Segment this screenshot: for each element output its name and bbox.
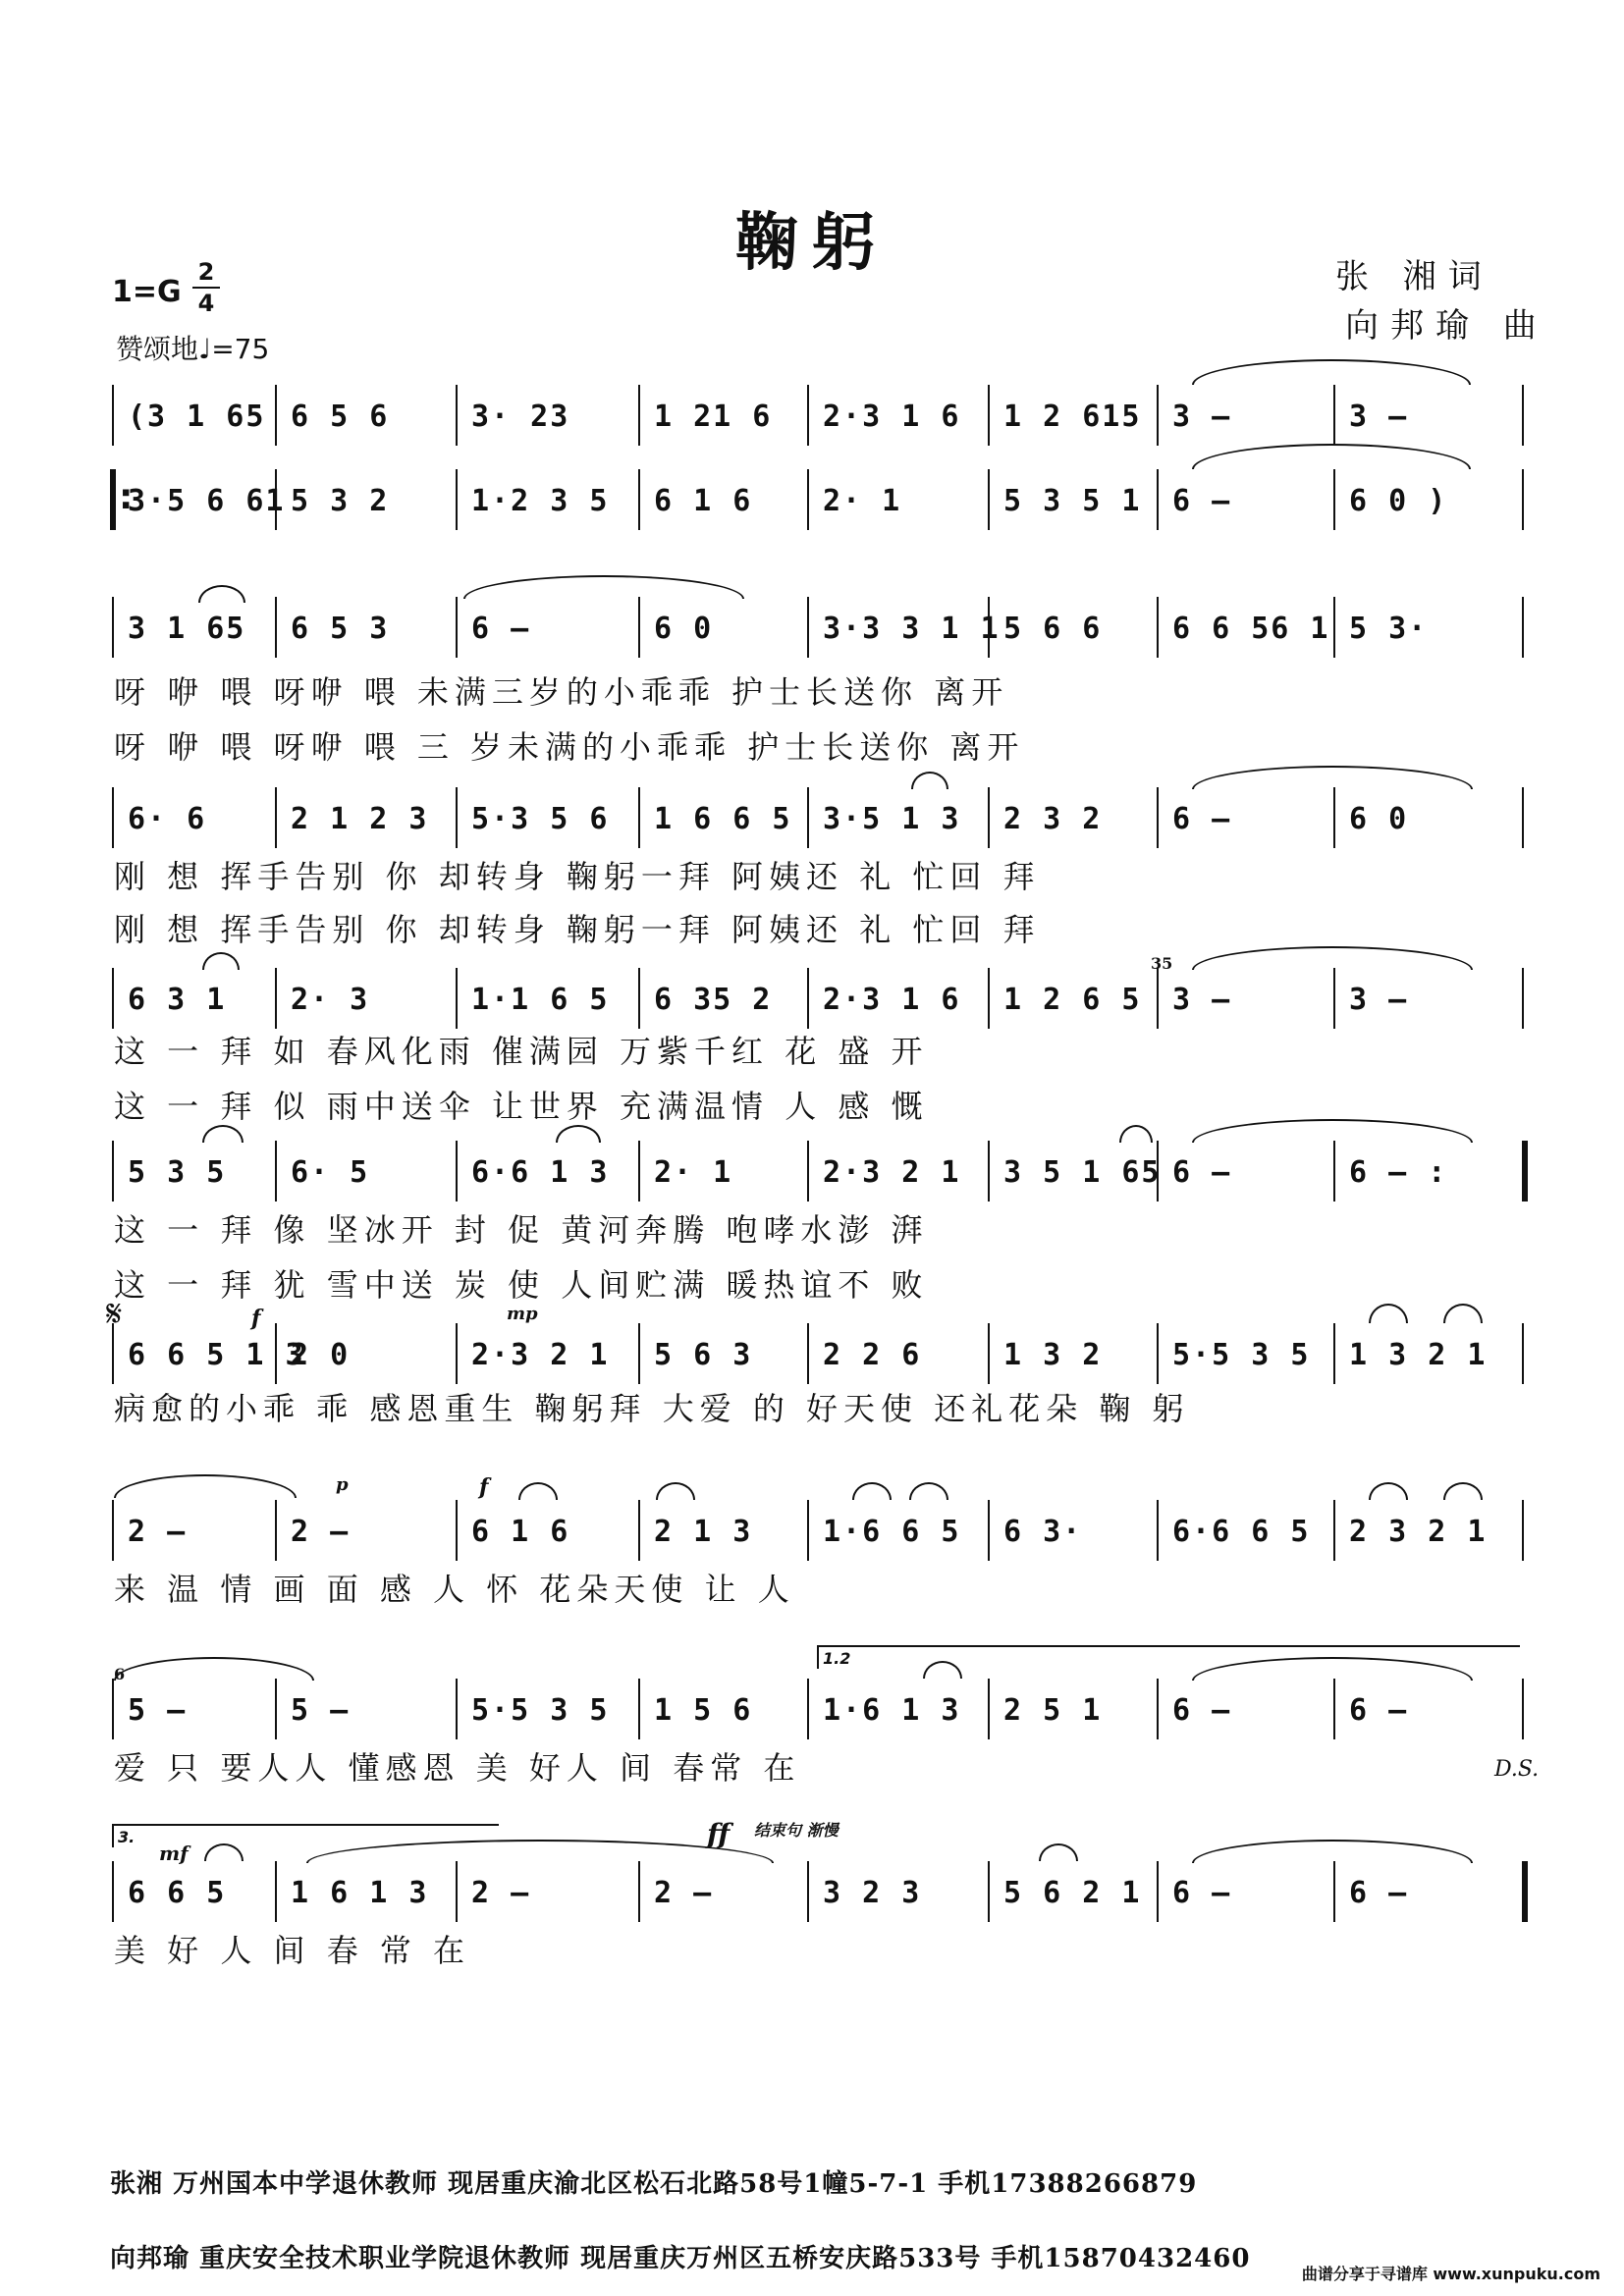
repeat-start-sign <box>110 469 124 530</box>
bar-line <box>988 1861 990 1922</box>
notation-row-5 <box>114 954 1524 1027</box>
measure: 5 – <box>291 1692 351 1728</box>
bar-line <box>988 1500 990 1561</box>
lyric-line: 美 好 人 间 春 常 在 <box>114 1932 471 1969</box>
bar-line <box>1522 1323 1524 1384</box>
bar-line <box>807 469 809 530</box>
grace-note: 35 <box>1151 954 1173 973</box>
bar-line <box>456 1141 458 1201</box>
lyricist-credit: 张 湘词 <box>1335 257 1493 296</box>
bar-line <box>456 385 458 446</box>
bar-line <box>275 597 277 658</box>
bar-line <box>1157 385 1159 446</box>
measure: 6 1 6 <box>471 1514 570 1549</box>
bar-line <box>1333 1141 1335 1201</box>
dal-segno-marking: D.S. <box>1494 1757 1540 1782</box>
measure: 6 5 3 <box>291 611 390 646</box>
bar-line <box>112 968 114 1029</box>
lyric-line: 来 温 情 画 面 感 人 怀 花朵天使 让 人 <box>114 1571 795 1608</box>
bar-line <box>807 1500 809 1561</box>
bar-line <box>112 1861 114 1922</box>
measure: 6 – <box>1172 1875 1232 1910</box>
measure: 1 6 1 3 <box>291 1875 429 1910</box>
slur <box>1443 1482 1483 1500</box>
measure: 1 3 2 1 <box>1349 1337 1488 1372</box>
bar-line <box>456 469 458 530</box>
bar-line <box>638 1141 640 1201</box>
measure: 2 3 2 1 <box>1349 1514 1488 1549</box>
measure: 3 5 1 65 <box>1003 1154 1162 1190</box>
bar-line <box>112 1679 114 1739</box>
slur <box>1369 1304 1408 1323</box>
measure: 1·6 1 3 <box>823 1692 961 1728</box>
bar-line <box>1333 385 1335 446</box>
notation-row-6 <box>114 1145 1524 1200</box>
measure: 2 1 3 <box>654 1514 753 1549</box>
measure: 2 2 6 <box>823 1337 922 1372</box>
bar-line <box>112 1141 114 1201</box>
lyric-line: 呀 咿 喂 呀咿 喂 未满三岁的小乖乖 护士长送你 离开 <box>114 673 1009 711</box>
segno-sign: 𝄋 <box>106 1292 123 1335</box>
bar-line <box>1157 597 1159 658</box>
measure: 3 – <box>1172 399 1232 434</box>
bar-line <box>988 787 990 848</box>
bar-line <box>988 385 990 446</box>
bar-line <box>807 1861 809 1922</box>
bar-line <box>638 1500 640 1561</box>
measure: 3 1 65 <box>128 611 246 646</box>
bar-line <box>638 968 640 1029</box>
measure: 6 6 5 <box>128 1875 227 1910</box>
bar-line <box>275 1323 277 1384</box>
lyric-line: 这 一 拜 像 坚冰开 封 促 黄河奔腾 咆哮水澎 湃 <box>114 1211 929 1249</box>
tie <box>463 575 744 599</box>
notation-row-8 <box>114 1474 1524 1559</box>
notation-row-2 <box>114 473 1524 528</box>
lyric-line: 这 一 拜 犹 雪中送 炭 使 人间贮满 暖热谊不 败 <box>114 1266 929 1304</box>
lyric-line: 呀 咿 喂 呀咿 喂 三 岁未满的小乖乖 护士长送你 离开 <box>114 728 1025 766</box>
bar-line <box>456 1679 458 1739</box>
bar-line <box>1333 1679 1335 1739</box>
bar-line <box>1157 469 1159 530</box>
measure: 5 3· <box>1349 611 1429 646</box>
measure: 2 – <box>128 1514 188 1549</box>
lyric-line: 这 一 拜 如 春风化雨 催满园 万紫千红 花 盛 开 <box>114 1033 929 1070</box>
measure: 3 – <box>1349 399 1409 434</box>
measure: 2 – <box>291 1514 351 1549</box>
measure: 1·1 6 5 <box>471 982 610 1017</box>
bar-line <box>1157 787 1159 848</box>
bar-line <box>1522 787 1524 848</box>
bar-line <box>1333 968 1335 1029</box>
measure: 3· 23 <box>471 399 570 434</box>
bar-line <box>638 469 640 530</box>
volta-label: 1.2 <box>823 1649 851 1668</box>
measure: 6 0 ) <box>1349 483 1448 518</box>
measure: 5·5 3 5 <box>1172 1337 1311 1372</box>
measure: 6 1 6 <box>654 483 753 518</box>
bar-line <box>275 469 277 530</box>
bar-line <box>112 597 114 658</box>
measure: 1·6 6 5 <box>823 1514 961 1549</box>
measure: 2 3 2 <box>1003 801 1103 836</box>
bar-line <box>1522 1500 1524 1561</box>
bar-line <box>275 1861 277 1922</box>
bar-line <box>1333 1500 1335 1561</box>
dynamic-mf: mf <box>159 1842 189 1865</box>
measure: 6·6 1 3 <box>471 1154 610 1190</box>
slur <box>202 952 240 970</box>
measure: 6·6 6 5 <box>1172 1514 1311 1549</box>
measure: 5 6 3 <box>654 1337 753 1372</box>
grace-note: 6 <box>114 1665 126 1683</box>
measure: 5 6 6 <box>1003 611 1103 646</box>
bar-line <box>456 968 458 1029</box>
measure: 1·2 3 5 <box>471 483 610 518</box>
tie <box>114 1474 297 1498</box>
bar-line <box>988 1323 990 1384</box>
tie <box>1192 766 1473 789</box>
measure: 6 – <box>1172 801 1232 836</box>
notation-row-7 <box>114 1304 1524 1382</box>
slur <box>909 1482 948 1500</box>
measure: 2 5 1 <box>1003 1692 1103 1728</box>
tie <box>1192 1119 1473 1143</box>
dynamic-mp: mp <box>507 1304 538 1324</box>
bar-line <box>1333 469 1335 530</box>
measure: 6 0 <box>654 611 714 646</box>
time-signature <box>192 257 220 318</box>
volta-label: 3. <box>118 1828 135 1846</box>
notation-row-9 <box>114 1665 1524 1737</box>
lyricist-contact: 张湘 万州国本中学退休教师 现居重庆渝北区松石北路58号1幢5-7-1 手机17388266879 <box>110 2169 1198 2199</box>
bar-line <box>638 1323 640 1384</box>
bar-line <box>1157 1141 1159 1201</box>
bar-line <box>1157 968 1159 1029</box>
measure: 6 – <box>1172 483 1232 518</box>
bar-line <box>1333 787 1335 848</box>
measure: 1 5 6 <box>654 1692 753 1728</box>
bar-line <box>638 597 640 658</box>
measure: 1 2 6 5 <box>1003 982 1142 1017</box>
bar-line <box>807 597 809 658</box>
measure: 6 6 56 1 <box>1172 611 1330 646</box>
bar-line <box>275 787 277 848</box>
slur <box>518 1482 558 1500</box>
bar-line <box>988 1141 990 1201</box>
slur <box>556 1125 601 1143</box>
bar-line <box>112 385 114 446</box>
lyric-line: 刚 想 挥手告别 你 却转身 鞠躬一拜 阿姨还 礼 忙回 拜 <box>114 858 1041 895</box>
measure: 3·5 1 3 <box>823 801 961 836</box>
bar-line <box>456 1323 458 1384</box>
slur <box>198 585 245 603</box>
bar-line <box>1522 385 1524 446</box>
bar-line <box>456 597 458 658</box>
slur <box>202 1125 244 1143</box>
notation-row-3 <box>114 601 1524 656</box>
bar-line <box>807 1323 809 1384</box>
song-title: 鞠躬 <box>735 206 889 280</box>
measure: 2 0 <box>291 1337 351 1372</box>
measure: 6 0 <box>1349 801 1409 836</box>
bar-line <box>275 968 277 1029</box>
bar-line <box>1157 1861 1159 1922</box>
measure: 3 2 3 <box>823 1875 922 1910</box>
measure: 2· 3 <box>291 982 370 1017</box>
slur <box>1369 1482 1408 1500</box>
lyric-line: 病愈的小乖 乖 感恩重生 鞠躬拜 大爱 的 好天使 还礼花朵 鞠 躬 <box>114 1390 1190 1427</box>
bar-line <box>275 1141 277 1201</box>
measure: 6 3 1 <box>128 982 227 1017</box>
measure: 5 6 2 1 <box>1003 1875 1142 1910</box>
ritardando-marking: 结束句 渐慢 <box>754 1821 839 1840</box>
bar-line <box>456 1500 458 1561</box>
composer-contact: 向邦瑜 重庆安全技术职业学院退休教师 现居重庆万州区五桥安庆路533号 手机15870432460 <box>110 2244 1251 2273</box>
bar-line <box>638 1679 640 1739</box>
tie <box>1192 444 1471 469</box>
slur <box>656 1482 695 1500</box>
notation-row-10 <box>114 1842 1524 1920</box>
bar-line <box>1333 597 1335 658</box>
measure: 2 1 2 3 <box>291 801 429 836</box>
bar-line <box>456 1861 458 1922</box>
bar-line <box>988 469 990 530</box>
measure: 6 3· <box>1003 1514 1083 1549</box>
key-signature: 1=G <box>112 275 182 309</box>
bar-line <box>112 1323 114 1384</box>
bar-line <box>1157 1323 1159 1384</box>
bar-line <box>638 385 640 446</box>
bar-line <box>456 787 458 848</box>
bar-line <box>1157 1500 1159 1561</box>
measure: 2 – <box>471 1875 531 1910</box>
measure: 1 3 2 <box>1003 1337 1103 1372</box>
tie <box>1192 1840 1473 1863</box>
measure: 3·3 3 1 1 <box>823 611 1001 646</box>
bar-line <box>988 968 990 1029</box>
time-signature-top: 2 <box>197 258 215 286</box>
tie <box>114 1657 314 1681</box>
measure: 6 – : <box>1349 1154 1448 1190</box>
measure: 2·3 1 6 <box>823 399 961 434</box>
bar-line <box>1522 968 1524 1029</box>
composer-credit: 向邦瑜 曲 <box>1345 306 1548 346</box>
bar-line <box>1522 1141 1528 1201</box>
dynamic-p: p <box>336 1474 349 1495</box>
bar-line <box>807 1141 809 1201</box>
bar-line <box>112 787 114 848</box>
bar-line <box>807 385 809 446</box>
measure: 6 35 2 <box>654 982 773 1017</box>
bar-line <box>807 1679 809 1739</box>
bar-line <box>1333 1323 1335 1384</box>
bar-line <box>275 385 277 446</box>
measure: 6· 6 <box>128 801 207 836</box>
bar-line <box>1333 1861 1335 1922</box>
bar-line <box>275 1500 277 1561</box>
measure: 2· 1 <box>654 1154 733 1190</box>
dynamic-ff: ff <box>707 1818 731 1850</box>
measure: 3·5 6 61 <box>128 483 286 518</box>
bar-line <box>638 787 640 848</box>
measure: 1 6 6 5 <box>654 801 792 836</box>
tie <box>1192 359 1471 385</box>
bar-line <box>1522 1679 1524 1739</box>
bar-line <box>1522 469 1524 530</box>
measure: 3 – <box>1172 982 1232 1017</box>
measure: 1 21 6 <box>654 399 773 434</box>
dynamic-f: f <box>479 1474 489 1500</box>
measure: 5 3 5 <box>128 1154 227 1190</box>
measure: 5 – <box>128 1692 188 1728</box>
measure: 5·3 5 6 <box>471 801 610 836</box>
measure: 2· 1 <box>823 483 902 518</box>
measure: (3 1 65 <box>128 399 266 434</box>
measure: 6· 5 <box>291 1154 370 1190</box>
bar-line <box>807 968 809 1029</box>
bar-line <box>807 787 809 848</box>
dynamic-f: f <box>251 1306 261 1331</box>
bar-line <box>112 1500 114 1561</box>
lyric-line: 爱 只 要人人 懂感恩 美 好人 间 春常 在 <box>114 1749 801 1787</box>
slur <box>1039 1843 1078 1861</box>
measure: 6 5 6 <box>291 399 390 434</box>
measure: 6 – <box>1349 1692 1409 1728</box>
time-signature-bottom: 4 <box>192 287 220 318</box>
measure: 2 – <box>654 1875 714 1910</box>
measure: 2·3 2 1 <box>823 1154 961 1190</box>
bar-line <box>988 597 990 658</box>
measure: 6 – <box>1349 1875 1409 1910</box>
bar-line <box>1522 1861 1528 1922</box>
watermark: 曲谱分享于寻谱库 www.xunpuku.com <box>1301 2265 1600 2283</box>
lyric-line: 这 一 拜 似 雨中送伞 让世界 充满温情 人 感 慨 <box>114 1088 929 1125</box>
measure: 5 3 2 <box>291 483 390 518</box>
measure: 3 – <box>1349 982 1409 1017</box>
measure: 5·5 3 5 <box>471 1692 610 1728</box>
slur <box>911 772 948 789</box>
lyric-line: 刚 想 挥手告别 你 却转身 鞠躬一拜 阿姨还 礼 忙回 拜 <box>114 911 1041 948</box>
notation-row-1 <box>114 389 1524 444</box>
bar-line <box>1522 597 1524 658</box>
tempo-marking: 赞颂地♩=75 <box>116 333 270 365</box>
tie <box>1192 946 1473 970</box>
measure: 2·3 2 1 <box>471 1337 610 1372</box>
measure: 6 – <box>471 611 531 646</box>
measure: 1 2 615 <box>1003 399 1142 434</box>
measure: 5 3 5 1 <box>1003 483 1142 518</box>
notation-row-4 <box>114 791 1524 846</box>
slur <box>1443 1304 1483 1323</box>
bar-line <box>275 1679 277 1739</box>
measure: 6 6 5 1 3 <box>128 1337 305 1372</box>
measure: 2·3 1 6 <box>823 982 961 1017</box>
slur <box>1119 1125 1153 1143</box>
measure: 6 – <box>1172 1154 1232 1190</box>
slur <box>852 1482 892 1500</box>
bar-line <box>988 1679 990 1739</box>
bar-line <box>1157 1679 1159 1739</box>
measure: 6 – <box>1172 1692 1232 1728</box>
bar-line <box>638 1861 640 1922</box>
